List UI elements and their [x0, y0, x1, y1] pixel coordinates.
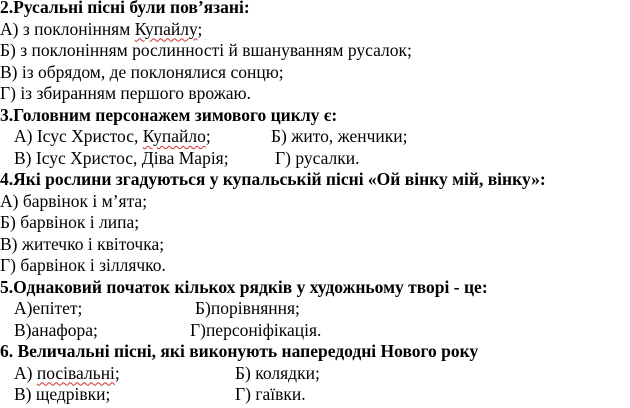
question-6-row-1: [0, 363, 630, 385]
spellcheck-underlined-word: посівальні: [36, 362, 115, 383]
question-4-option-a: А) барвінок і м’ята;: [0, 190, 148, 211]
question-3-option-b: Б) жито, женчики;: [271, 126, 408, 146]
question-5-option-b: Б)порівняння;: [195, 298, 300, 318]
question-2-option-v: В) із обрядом, де поклонялися сонцю;: [0, 61, 284, 82]
option-a-suffix: ;: [205, 126, 211, 146]
question-5-row-1: [0, 298, 630, 320]
question-5-title: 5.Однаковий початок кількох рядків у художньому творі - це:: [0, 276, 488, 297]
question-5-row-2: [0, 320, 630, 342]
question-3-title: 3.Головним персонажем зимового циклу є:: [0, 104, 338, 125]
question-5-option-g: Г)персоніфікація.: [190, 319, 322, 340]
question-3-row-2: [0, 148, 630, 170]
question-3-row-1: [0, 126, 630, 148]
question-4-option-g: Г) барвінок і зіллячко.: [0, 255, 166, 275]
question-4-title: 4.Які рослини згадуються у купальській пісні «Ой вінку мій, вінку»:: [0, 169, 546, 189]
question-4-option-b: Б) барвінок і липа;: [0, 212, 140, 232]
option-a-prefix: А): [14, 362, 37, 383]
question-2-title: 2.Русальні пісні були пов’язані:: [0, 0, 250, 17]
spellcheck-underlined-word: Купайло: [142, 126, 206, 146]
option-a-prefix: А) Ісус Христос,: [14, 126, 143, 146]
question-3-option-a: [14, 126, 211, 148]
question-6-option-g: Г) гаївки.: [235, 384, 306, 404]
question-3-option-g: Г) русалки.: [275, 147, 360, 168]
question-6-option-v: В) щедрівки;: [14, 384, 111, 404]
question-5-option-a: А)епітет;: [14, 298, 83, 318]
question-2-option-a: [0, 19, 630, 41]
question-6-row-2: [0, 384, 630, 406]
spellcheck-underlined-word: Купайлу: [134, 18, 198, 39]
question-6-title: 6. Величальні пісні, які виконують напередодні Нового року: [0, 341, 479, 361]
option-a-suffix: ;: [114, 362, 120, 383]
question-2-option-g: Г) із збиранням першого врожаю.: [0, 83, 252, 103]
question-5-option-v: В)анафора;: [14, 319, 98, 340]
question-6-option-b: Б) колядки;: [235, 362, 320, 383]
option-a-prefix: А) з поклонінням: [0, 18, 135, 39]
question-3-option-v: В) Ісус Христос, Діва Марія;: [14, 147, 229, 168]
option-a-suffix: ;: [197, 18, 203, 39]
question-4-option-v: В) житечко і квіточка;: [0, 233, 165, 254]
question-2-option-b: Б) з поклонінням рослинності й вшануванням русалок;: [0, 40, 412, 60]
question-6-option-a: [14, 363, 120, 385]
